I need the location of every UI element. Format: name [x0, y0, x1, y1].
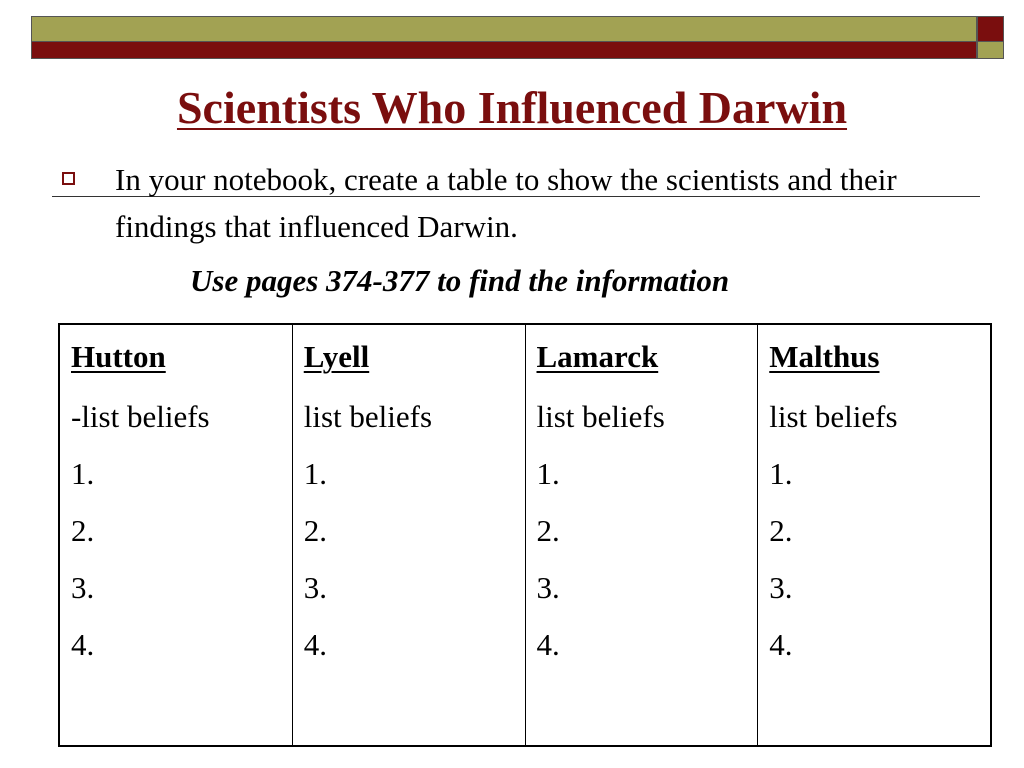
corner-square-maroon [977, 16, 1004, 42]
corner-square-olive [977, 42, 1004, 59]
list-item: 4. [71, 627, 95, 662]
square-bullet-icon [62, 172, 75, 185]
list-item: 3. [536, 570, 560, 605]
beliefs-label: list beliefs [303, 399, 433, 434]
list-item: 2. [536, 513, 560, 548]
list-item: 3. [769, 570, 793, 605]
column-header: Lamarck [536, 339, 659, 374]
bullet-text: In your notebook, create a table to show the scientists and their findings that influenced Darwin. [115, 162, 897, 244]
list-item: 3. [71, 570, 95, 605]
list-item: 4. [303, 627, 327, 662]
scientists-table [58, 323, 992, 747]
header-band-olive [31, 16, 977, 42]
list-item: 2. [71, 513, 95, 548]
list-item: 1. [303, 456, 327, 491]
list-item: 2. [303, 513, 327, 548]
header-band-maroon [31, 42, 977, 59]
list-item: 2. [769, 513, 793, 548]
list-item: 4. [769, 627, 793, 662]
slide-title: Scientists Who Influenced Darwin [176, 82, 848, 133]
beliefs-label: -list beliefs [71, 399, 210, 434]
table-column-lyell [293, 325, 526, 745]
column-header: Malthus [769, 339, 880, 374]
list-item: 1. [769, 456, 793, 491]
column-header: Hutton [71, 339, 166, 374]
list-item: 3. [303, 570, 327, 605]
beliefs-label: list beliefs [536, 399, 665, 434]
list-item: 1. [71, 456, 95, 491]
page-reference-note: Use pages 374-377 to find the information [190, 263, 730, 298]
column-header: Lyell [303, 339, 370, 374]
table-column-malthus [758, 325, 990, 745]
beliefs-label: list beliefs [769, 399, 898, 434]
table-column-lamarck [526, 325, 759, 745]
table-column-hutton [60, 325, 293, 745]
list-item: 4. [536, 627, 560, 662]
list-item: 1. [536, 456, 560, 491]
